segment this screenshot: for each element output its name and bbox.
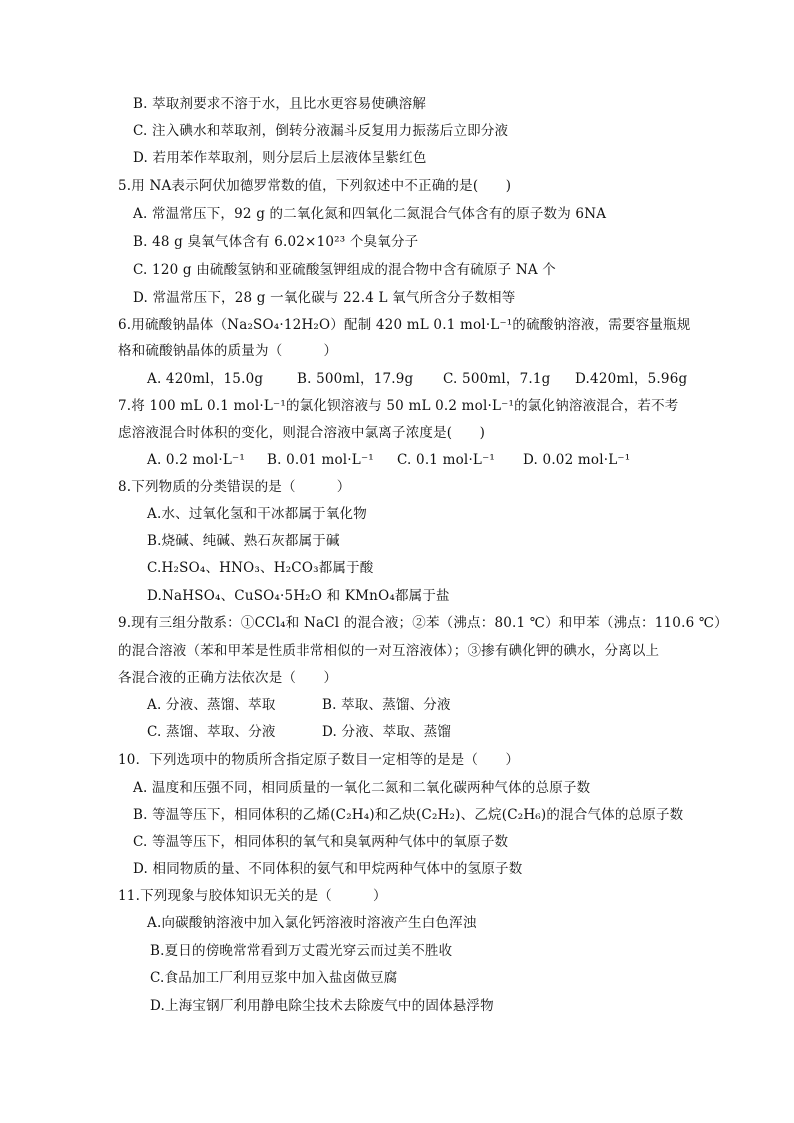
q10-option-b: B. 等温等压下，相同体积的乙烯(C₂H₄)和乙炔(C₂H₂)、乙烷(C₂H₆)的混合气体的总原子数 <box>133 807 684 823</box>
q9-option-b: B. 萃取、蒸馏、分液 <box>322 697 451 713</box>
q9-option-c: C. 蒸馏、萃取、分液 <box>147 724 276 740</box>
q11-option-b: B.夏日的傍晚常常看到万丈霞光穿云而过美不胜收 <box>150 943 453 959</box>
q8-option-d: D.NaHSO₄、CuSO₄·5H₂O 和 KMnO₄都属于盐 <box>147 588 450 604</box>
q10-option-a: A. 温度和压强不同，相同质量的一氧化二氮和二氧化碳两种气体的总原子数 <box>133 780 591 796</box>
q5-option-a: A. 常温常压下，92 g 的二氧化氮和四氧化二氮混合气体含有的原子数为 6NA <box>133 206 607 222</box>
q7-stem-line1: 7.将 100 mL 0.1 mol·L⁻¹的氯化钡溶液与 50 mL 0.2 mol·L⁻¹的氯化钠溶液混合，若不考 <box>118 398 679 414</box>
q6-option-b: B. 500ml，17.9g <box>297 371 414 387</box>
q11-option-a: A.向碳酸钠溶液中加入氯化钙溶液时溶液产生白色浑浊 <box>147 915 477 931</box>
q7-options <box>147 451 630 469</box>
q11-stem: 11.下列现象与胶体知识无关的是（ ） <box>118 888 387 904</box>
q6-stem-line2: 格和硫酸钠晶体的质量为（ ） <box>118 343 338 359</box>
q7-option-b: B. 0.01 mol·L⁻¹ <box>267 452 374 468</box>
q9-stem-line2: 的混合溶液（苯和甲苯是性质非常相似的一对互溶液体）；③掺有碘化钾的碘水，分离以上 <box>118 643 660 659</box>
q5-option-c: C. 120 g 由硫酸氢钠和亚硫酸氢钾组成的混合物中含有硫原子 NA 个 <box>133 262 556 278</box>
q4-option-c: C. 注入碘水和萃取剂，倒转分液漏斗反复用力振荡后立即分液 <box>133 123 509 139</box>
q9-stem-line3: 各混合液的正确方法依次是（ ） <box>118 670 338 686</box>
q7-option-a: A. 0.2 mol·L⁻¹ <box>147 452 245 468</box>
q8-option-b: B.烧碱、纯碱、熟石灰都属于碱 <box>147 533 340 549</box>
q6-option-c: C. 500ml，7.1g <box>443 371 551 387</box>
q7-stem-line2: 虑溶液混合时体积的变化，则混合溶液中氯离子浓度是( ) <box>118 425 486 441</box>
q6-stem-line1: 6.用硫酸钠晶体（Na₂SO₄·12H₂O）配制 420 mL 0.1 mol·L⁻¹的硫酸钠溶液，需要容量瓶规 <box>118 317 691 333</box>
q8-option-a: A.水、过氧化氢和干冰都属于氧化物 <box>147 506 367 522</box>
q11-option-d: D.上海宝钢厂利用静电除尘技术去除废气中的固体悬浮物 <box>150 998 494 1014</box>
q9-option-a: A. 分液、蒸馏、萃取 <box>147 697 276 713</box>
q5-option-b: B. 48 g 臭氧气体含有 6.02×10²³ 个臭氧分子 <box>133 234 419 250</box>
q10-option-d: D. 相同物质的量、不同体积的氨气和甲烷两种气体中的氢原子数 <box>133 861 523 877</box>
q9-options-row1 <box>147 696 451 714</box>
q7-option-c: C. 0.1 mol·L⁻¹ <box>397 452 496 468</box>
q6-option-d: D.420ml，5.96g <box>575 371 688 387</box>
q9-stem-line1: 9.现有三组分散系：①CCl₄和 NaCl 的混合液；②苯（沸点：80.1 ℃）和甲苯（沸点：110.6 ℃） <box>118 615 728 631</box>
q9-option-d: D. 分液、萃取、蒸馏 <box>322 724 452 740</box>
q6-option-a: A. 420ml，15.0g <box>147 371 264 387</box>
q11-option-c: C.食品加工厂利用豆浆中加入盐卤做豆腐 <box>150 970 398 986</box>
q4-option-b: B. 萃取剂要求不溶于水，且比水更容易使碘溶解 <box>133 96 427 112</box>
q5-stem: 5.用 NA表示阿伏加德罗常数的值，下列叙述中不正确的是( ) <box>118 178 512 194</box>
q7-option-d: D. 0.02 mol·L⁻¹ <box>523 452 631 468</box>
q9-options-row2 <box>147 723 451 741</box>
q4-option-d: D. 若用苯作萃取剂，则分层后上层液体呈紫红色 <box>133 150 427 166</box>
q10-option-c: C. 等温等压下，相同体积的氧气和臭氧两种气体中的氧原子数 <box>133 834 509 850</box>
q6-options <box>147 370 687 388</box>
q8-stem: 8.下列物质的分类错误的是（ ） <box>118 479 351 495</box>
q5-option-d: D. 常温常压下，28 g 一氧化碳与 22.4 L 氧气所含分子数相等 <box>133 290 516 306</box>
q8-option-c: C.H₂SO₄、HNO₃、H₂CO₃都属于酸 <box>147 560 374 576</box>
q10-stem: 10．下列选项中的物质所含指定原子数目一定相等的是是（ ） <box>118 752 520 768</box>
